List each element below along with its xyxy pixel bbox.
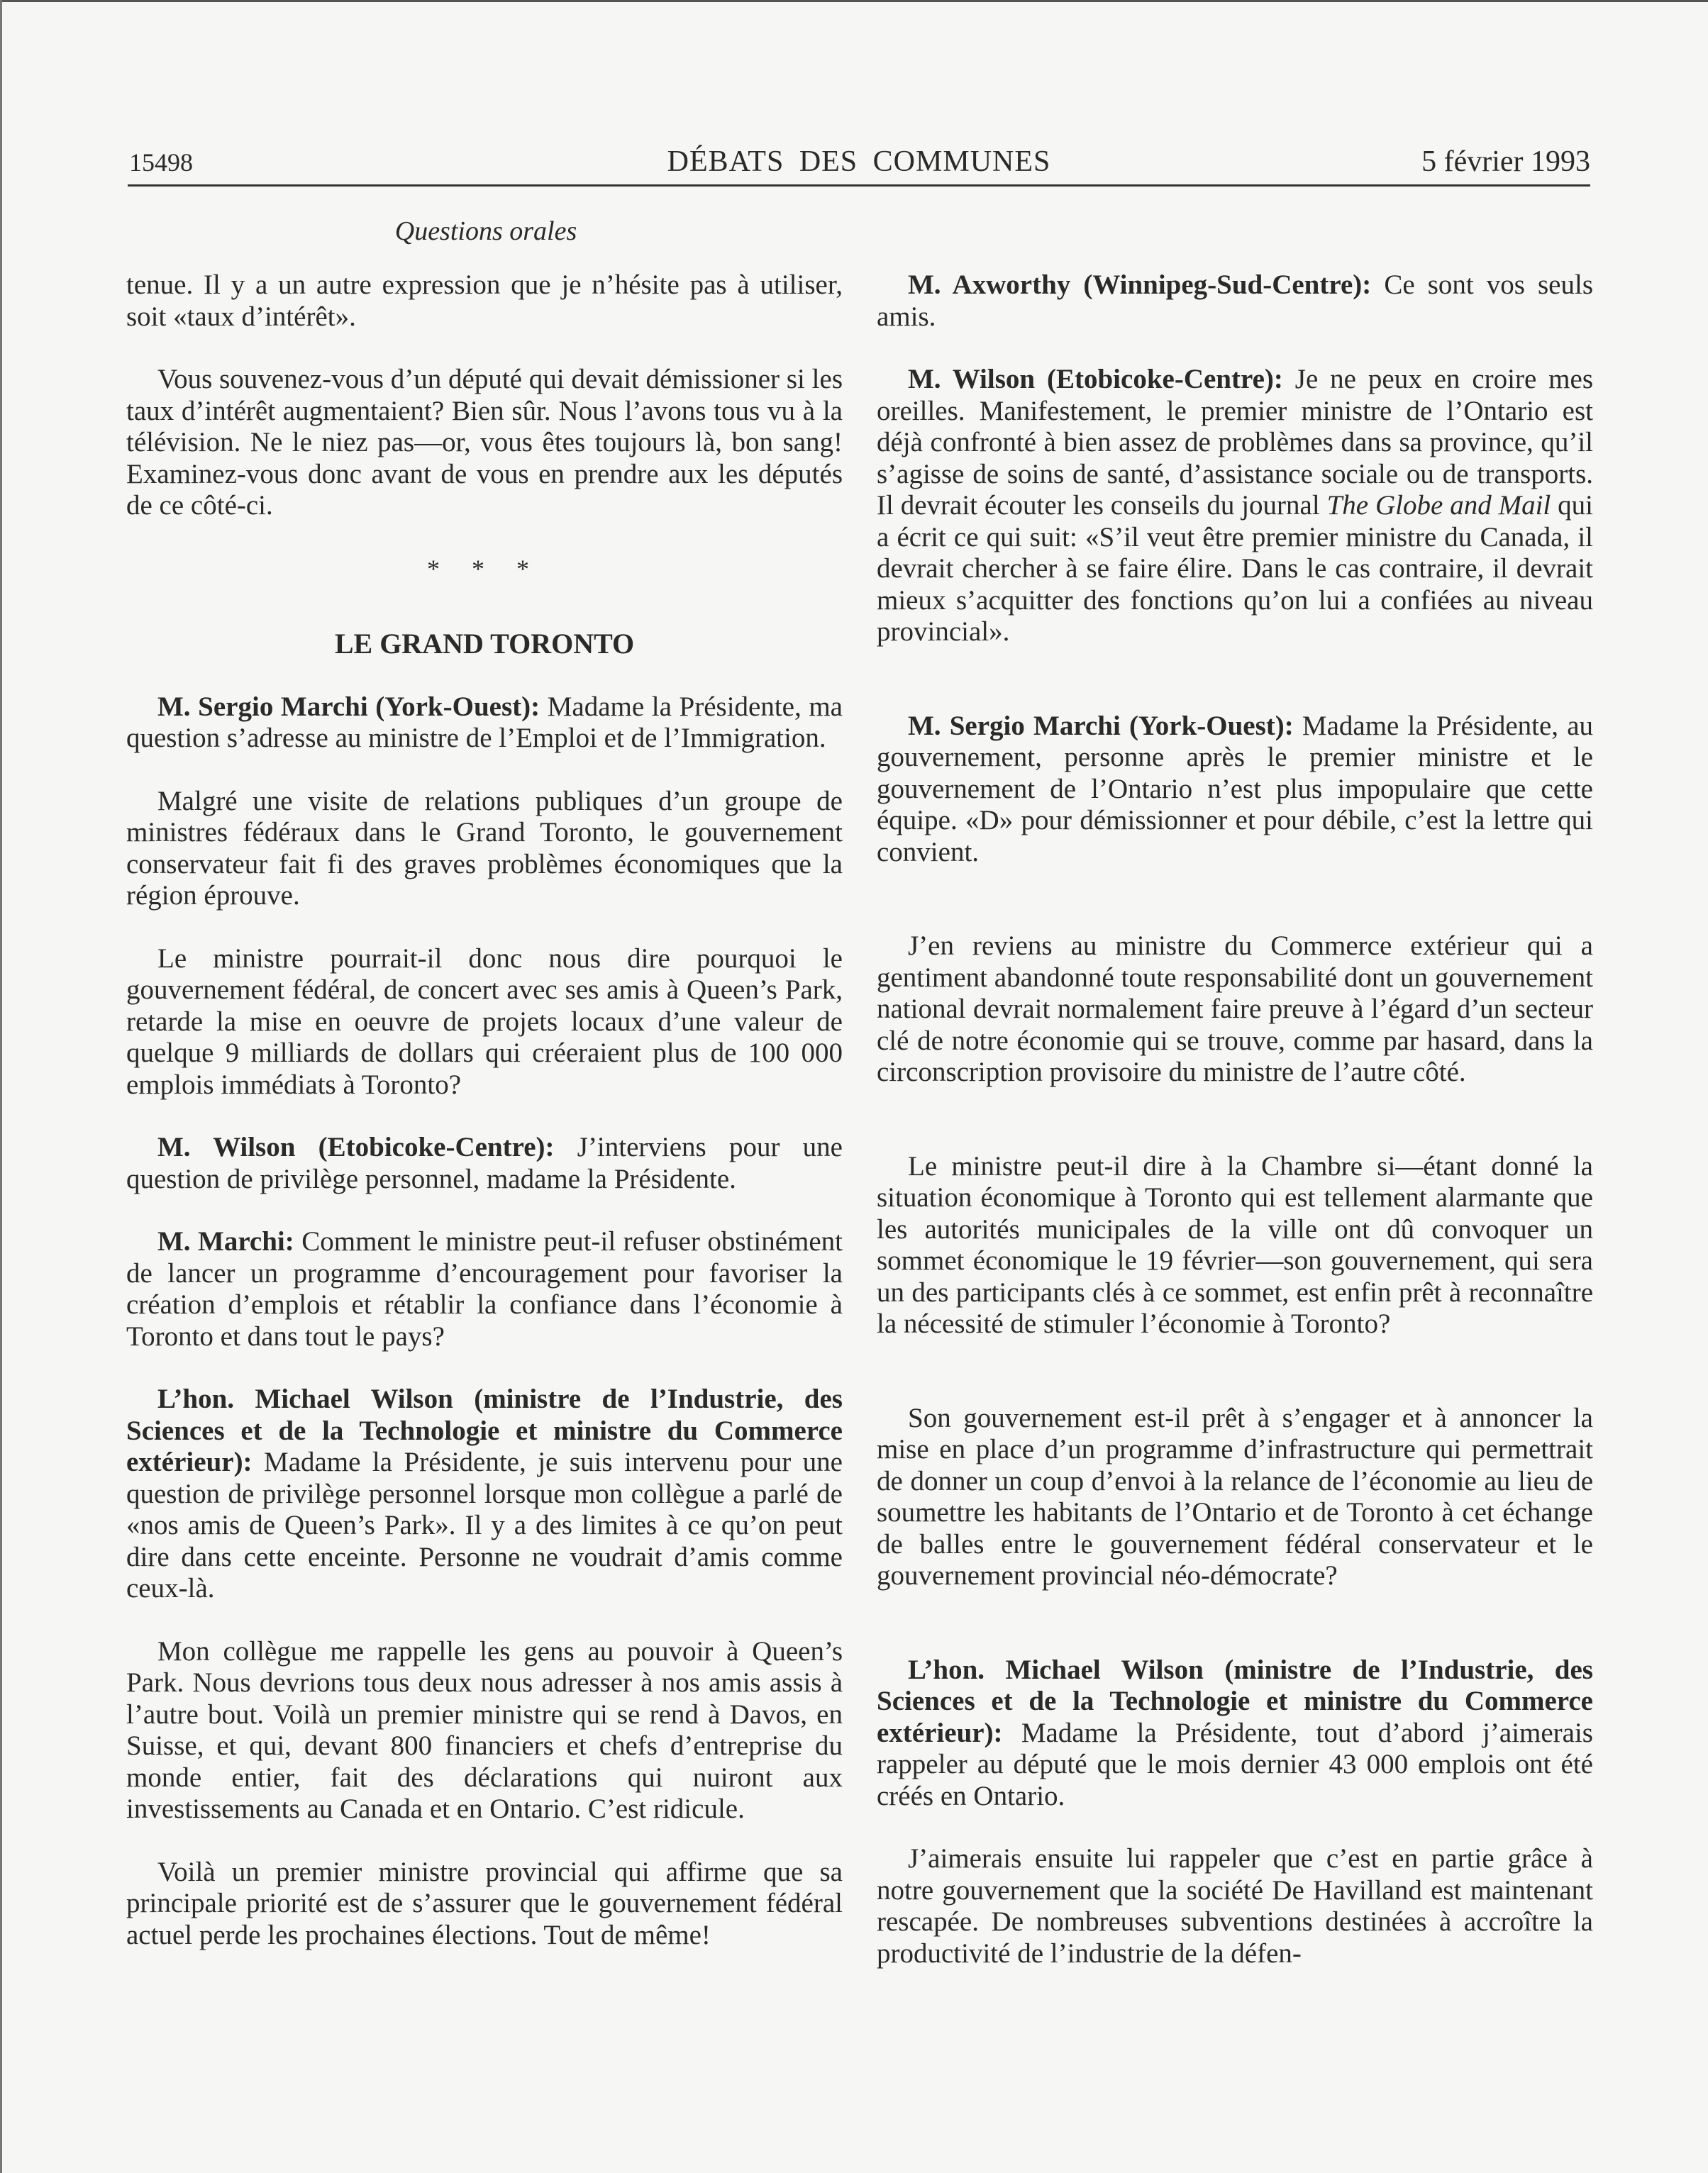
speech-text: Madame la Présidente, je suis intervenu pour une question de privilège personnel lorsque mon collègue a parlé de «nos amis de Queen’s Park». Il y a des limites à ce qu’on peut dire dans cette enceinte. Personne ne voudrait d’amis comme ceux-là.	[126, 1447, 843, 1604]
paragraph: Vous souvenez-vous d’un député qui devait démissioner si les taux d’intérêt augmentaient? Bien sûr. Nous l’avons tous vu à la télévision. Ne le niez pas—or, vous êtes toujours là, bon sang! Examinez-vous donc avant de vous en prendre aux les députés de ce côté-ci.	[126, 364, 843, 521]
paragraph: Son gouvernement est-il prêt à s’engager et à annoncer la mise en place d’un programme d’infrastructure qui permettrait de donner un coup d’envoi à la relance de l’économie au lieu de soumettre les habitants de l’Ontario et de Toronto à cet échange de balles entre le gouvernement fédéral conservateur et le gouvernement provincial néo-démocrate?	[877, 1402, 1593, 1591]
speech-text: qui a écrit ce qui suit: «S’il veut être premier ministre du Canada, il devrait chercher à se faire élire. Dans le cas contraire, il devrait mieux s’acquitter des fonctions qu’on lui a confiées au niveau provincial».	[877, 490, 1594, 647]
paragraph: J’en reviens au ministre du Commerce extérieur qui a gentiment abandonné toute responsabilité dont un gouvernement national devrait normalement faire preuve à l’égard d’un secteur clé de notre économie qui se trouve, comme par hasard, dans la circonscription provisoire du ministre de l’autre côté.	[877, 930, 1593, 1087]
paragraph: Le ministre pourrait-il donc nous dire pourquoi le gouvernement fédéral, de concert avec ses amis à Queen’s Park, retarde la mise en oeuvre de projets locaux d’une valeur de quelque 9 milliards de dollars qui créeraient plus de 100 000 emplois immédiats à Toronto?	[126, 943, 843, 1100]
paragraph: Voilà un premier ministre provincial qui affirme que sa principale priorité est de s’assurer que le gouvernement fédéral actuel perde les prochaines élections. Tout de même!	[126, 1856, 843, 1950]
speaker-name: M. Wilson (Etobicoke-Centre):	[908, 364, 1283, 394]
publication-date: 5 février 1993	[1421, 145, 1590, 178]
paragraph	[126, 1384, 843, 1605]
paragraph	[877, 269, 1593, 333]
paragraph	[126, 1226, 843, 1352]
section-separator: * * *	[427, 554, 542, 583]
paragraph: Mon collègue me rappelle les gens au pouvoir à Queen’s Park. Nous devrions tous deux nous adresser à nos amis assis à l’autre bout. Voilà un premier ministre qui se rend à Davos, en Suisse, et qui, devant 800 financiers et chefs d’entreprise du monde entier, fait des déclarations qui nuiront aux investissements au Canada et en Ontario. C’est ridicule.	[126, 1635, 843, 1824]
running-head: Questions orales	[394, 216, 577, 246]
paragraph: Le ministre peut-il dire à la Chambre si—étant donné la situation économique à Toronto qui est tellement alarmante que les autorités municipales de la ville ont dû convoquer un sommet économique le 19 février—son gouvernement, qui sera un des participants clés à ce sommet, est enfin prêt à reconnaître la nécessité de stimuler l’économie à Toronto?	[877, 1150, 1593, 1339]
page-header	[128, 140, 1590, 187]
paragraph: J’aimerais ensuite lui rappeler que c’est en partie grâce à notre gouvernement que la société De Havilland est maintenant rescapée. De nombreuses subventions destinées à accroître la productivité de l’industrie de la défen-	[877, 1843, 1593, 1969]
speaker-name: L’hon. Michael Wilson (ministre de l’Industrie, des Sciences et de la Technologie et ministre du Commerce extérieur):	[877, 1654, 1593, 1748]
speaker-name: M. Marchi:	[157, 1226, 294, 1257]
newspaper-title: The Globe and Mail	[1326, 490, 1551, 521]
speaker-name: M. Wilson (Etobicoke-Centre):	[157, 1132, 555, 1162]
paragraph	[877, 1655, 1593, 1813]
speaker-name: M. Sergio Marchi (York-Ouest):	[157, 691, 540, 722]
speaker-name: M. Sergio Marchi (York-Ouest):	[908, 710, 1294, 741]
speech-text: Madame la Présidente, au gouvernement, personne après le premier ministre et le gouvernement de l’Ontario n’est plus impopulaire que cette équipe. «D» pour démissionner et pour débile, c’est la lettre qui convient.	[877, 710, 1594, 867]
paragraph	[126, 1132, 843, 1195]
page-edge-left	[0, 0, 2, 2173]
paragraph	[126, 691, 843, 755]
speaker-name: M. Axworthy (Winnipeg-Sud-Centre):	[908, 269, 1372, 300]
left-column	[126, 269, 843, 1951]
paragraph	[877, 364, 1593, 648]
speech-text: Madame la Présidente, ma question s’adresse au ministre de l’Emploi et de l’Immigration.	[126, 691, 843, 753]
speech-text: Ce sont vos seuls amis.	[877, 269, 1593, 332]
publication-title: DÉBATS DES COMMUNES	[667, 145, 1051, 178]
speech-text: Madame la Présidente, tout d’abord j’aimerais rappeler au député que le mois dernier 43 000 emplois ont été créés en Ontario.	[877, 1717, 1593, 1811]
page-edge-top	[0, 0, 1708, 2]
speaker-name: L’hon. Michael Wilson (ministre de l’Industrie, des Sciences et de la Technologie et ministre du Commerce extérieur):	[126, 1384, 843, 1477]
section-title: LE GRAND TORONTO	[334, 628, 635, 660]
paragraph	[877, 711, 1593, 869]
right-column	[877, 269, 1593, 1969]
speech-text: Je ne peux en croire mes oreilles. Manifestement, le premier ministre de l’Ontario est déjà confronté à bien assez de problèmes dans sa province, qu’il s’agisse de soins de santé, d’assistance sociale ou de transports. Il devrait écouter les conseils du journal	[877, 364, 1594, 521]
speech-text: J’interviens pour une question de privilège personnel, madame la Présidente.	[126, 1132, 843, 1194]
paragraph: Malgré une visite de relations publiques d’un groupe de ministres fédéraux dans le Grand Toronto, le gouvernement conservateur fait fi des graves problèmes économiques que la région éprouve.	[126, 785, 843, 911]
paragraph: tenue. Il y a un autre expression que je n’hésite pas à utiliser, soit «taux d’intérêt».	[126, 269, 843, 332]
speech-text: Comment le ministre peut-il refuser obstinément de lancer un programme d’encouragement pour favoriser la création d’emplois et rétablir la confiance dans l’économie à Toronto et dans tout le pays?	[126, 1226, 843, 1352]
page-number: 15498	[129, 148, 193, 177]
